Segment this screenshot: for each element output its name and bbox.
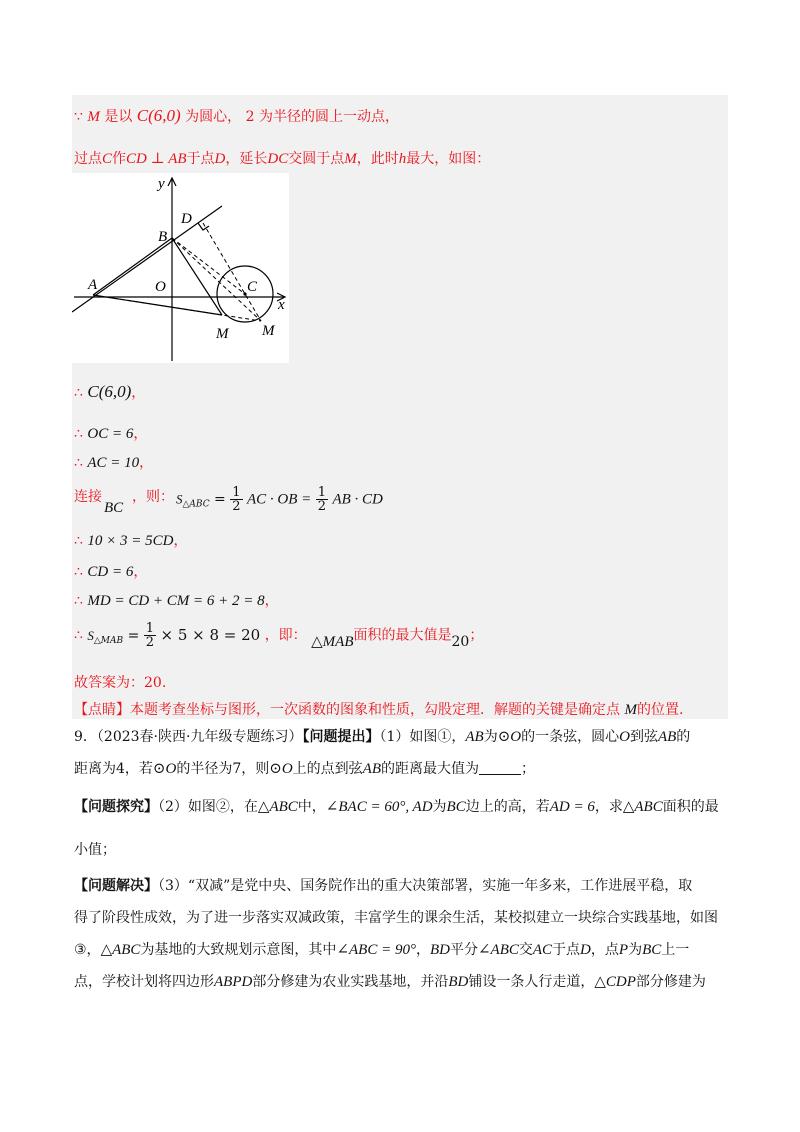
label-m2: M [262, 323, 275, 339]
step-expr: CD = 6 [87, 564, 134, 580]
text: 最大，如图： [406, 151, 491, 167]
step-expr: MD = CD + CM = 6 + 2 = 8 [87, 593, 265, 609]
numerator: 1 [232, 485, 241, 500]
problem-9-line-3 [74, 797, 726, 817]
angle-abc: ∠ABC [477, 942, 519, 958]
triangle-mab: △MAB [311, 633, 354, 650]
figure-svg [72, 173, 289, 363]
geometry-figure [72, 173, 289, 363]
triangle-abc: △ABC [622, 799, 663, 815]
text: 部分修建为 [635, 974, 706, 990]
step-expr: AC = 10 [87, 455, 140, 471]
var-ac: AC [532, 942, 553, 958]
triangle-cdp: △CDP [594, 974, 636, 990]
denominator: 2 [317, 499, 326, 514]
text: 交圆于点 [288, 151, 345, 167]
text: 的距离最大值为 [380, 761, 479, 777]
condition: ∠BAC = 60°, AD [325, 799, 433, 815]
label-o: O [155, 279, 166, 295]
text: 为 [483, 729, 498, 745]
step-3 [74, 452, 153, 472]
numerator: 1 [145, 621, 155, 636]
text: 连接 [74, 489, 102, 505]
text: 面积的最大值是 [353, 627, 452, 644]
text: 上一 [661, 942, 690, 958]
var-m: M [87, 109, 100, 125]
var-m: M [344, 151, 357, 167]
subscript: △ABC [182, 499, 210, 510]
text: 作 [112, 151, 127, 167]
label-c: C [247, 279, 258, 295]
equals: = [127, 627, 140, 644]
point-c: C(6,0) [136, 106, 181, 125]
text: 为半径的圆上一动点， [258, 109, 399, 125]
text: 的一条弦，圆心 [521, 729, 620, 745]
problem-9-line-6: 得了阶段性成效，为了进一步落实双减政策，丰富学生的课余生活，某校拟建立一块综合实践基地，如图 [74, 910, 718, 926]
circle-o: ⊙O [152, 761, 177, 777]
numerator: 1 [317, 485, 326, 500]
text: 上的点到弦 [292, 761, 363, 777]
text: 的半径为7，则 [176, 761, 270, 777]
fraction-half [316, 486, 328, 513]
text: 为 [432, 799, 447, 815]
circle-o: ⊙O [269, 761, 293, 777]
condition: AD = 6 [549, 799, 595, 815]
text: 到弦 [629, 729, 658, 745]
problem-9-line-5 [74, 876, 726, 896]
var-bc: BC [642, 942, 662, 958]
var-dc: DC [267, 151, 289, 167]
text: ，此时 [356, 151, 399, 167]
label-m1: M [216, 326, 229, 342]
text: 于点 [552, 942, 581, 958]
therefore-symbol: ∴ [74, 593, 83, 609]
text: ， [264, 593, 279, 609]
text: 边上的高，若 [465, 799, 550, 815]
problem-number: 9． [74, 729, 97, 745]
text: 铺设一条人行走道， [468, 974, 595, 990]
text: 平分 [449, 942, 478, 958]
step-7 [74, 590, 279, 610]
label-b: B [158, 229, 168, 245]
max-value: 20 [451, 633, 470, 650]
step-5 [74, 530, 187, 550]
text: 为 [628, 942, 643, 958]
var-bc: BC [446, 799, 466, 815]
text: ， [131, 385, 146, 401]
comment-line [74, 699, 683, 719]
step-expr: 10 × 3 = 5CD [87, 533, 174, 549]
var-d: D [580, 942, 591, 958]
step-4 [74, 485, 383, 526]
circle-o: ⊙O [497, 729, 522, 745]
answer-blank [479, 760, 521, 775]
step-expr: C(6,0) [87, 382, 132, 401]
fraction-half [230, 486, 242, 513]
problem-9-line-8 [74, 972, 726, 992]
text: 部分修建为农业实践基地，并沿 [252, 974, 449, 990]
var-bc: BC [104, 500, 124, 516]
text: 过点 [74, 151, 102, 167]
fraction-half [144, 622, 156, 649]
text: 是以 [104, 109, 133, 125]
comment-label: 【点睛】 [74, 702, 130, 718]
var-bd: BD [429, 942, 450, 958]
text: ，延长 [225, 151, 268, 167]
step-expr: OC = 6 [87, 426, 134, 442]
var-ab: AB [657, 729, 677, 745]
section-tag: 【问题解决】 [74, 878, 158, 894]
text: 距离为4，若 [74, 761, 153, 777]
text: 点，学校计划将四边形 [74, 974, 214, 990]
text: ， [139, 455, 154, 471]
therefore-symbol: ∴ [74, 385, 83, 401]
text: ，则： [132, 489, 174, 505]
step-2 [74, 423, 147, 443]
solution-line-2 [74, 148, 490, 168]
label-a: A [88, 277, 98, 293]
text: （3）“双减”是党中央、国务院作出的重大决策部署，实施一年多来，工作进展平稳，取 [158, 878, 693, 894]
perp-expr: CD ⊥ AB [126, 151, 187, 167]
step-8 [74, 622, 483, 649]
problem-9-line-2 [74, 759, 726, 779]
text: ③， [74, 942, 101, 958]
var-o: O [619, 729, 630, 745]
text: 的位置. [636, 702, 684, 718]
section-tag: 【问题提出】 [302, 729, 380, 745]
var-m: M [624, 702, 637, 718]
text: 于点 [186, 151, 215, 167]
denominator: 2 [232, 499, 241, 514]
var-s: S [176, 491, 183, 507]
segment-bc [172, 238, 245, 294]
therefore-symbol: ∴ [74, 533, 83, 549]
text: ； [469, 627, 484, 644]
radius-value: 2 [245, 109, 255, 125]
expr: AB · CD [332, 491, 383, 508]
text: ； [520, 761, 535, 777]
equals: = [214, 491, 226, 508]
triangle-abc: △ABC [257, 799, 298, 815]
label-y: y [158, 176, 165, 192]
var-p: P [618, 942, 629, 958]
text: （2）如图②，在 [158, 799, 258, 815]
denominator: 2 [145, 635, 155, 650]
solution-line-1 [74, 106, 399, 126]
text: 交 [518, 942, 533, 958]
answer-line: 故答案为：20. [74, 675, 167, 691]
therefore-symbol: ∴ [74, 564, 83, 580]
var-h: h [398, 151, 407, 167]
var-ab: AB [362, 761, 381, 777]
problem-9-line-7 [74, 940, 726, 960]
text: 为圆心， [185, 109, 242, 125]
label-d: D [181, 211, 192, 227]
comment-text: 本题考查坐标与图形，一次函数的图象和性质，勾股定理．解题的关键是确定点 [130, 702, 620, 718]
quad-abpd: ABPD [214, 974, 253, 990]
problem-9-line-1 [74, 727, 726, 747]
text: ，即： [264, 627, 307, 644]
text: ， [173, 533, 188, 549]
var-s: S [87, 627, 94, 643]
segment-bm [172, 238, 222, 315]
therefore-symbol: ∴ [74, 627, 83, 644]
text: ， [133, 426, 148, 442]
text: ， [133, 564, 148, 580]
text: 面积的最 [662, 799, 719, 815]
var-c: C [102, 151, 113, 167]
triangle-abc: △ABC [100, 942, 141, 958]
problem-9-line-4: 小值； [74, 842, 116, 858]
text: 的 [676, 729, 691, 745]
step-6 [74, 561, 147, 581]
text: ， [415, 942, 430, 958]
angle-abc: ∠ABC = 90° [336, 942, 416, 958]
because-symbol: ∵ [74, 109, 83, 125]
text: ，点 [590, 942, 619, 958]
step-1 [74, 382, 145, 402]
var-bd: BD [448, 974, 469, 990]
text: （1）如图①， [379, 729, 466, 745]
var-d: D [214, 151, 226, 167]
text: 中， [297, 799, 326, 815]
text: 为基地的大致规划示意图，其中 [140, 942, 337, 958]
section-tag: 【问题探究】 [74, 799, 158, 815]
segment-dm [203, 223, 261, 321]
label-x: x [278, 297, 285, 313]
therefore-symbol: ∴ [74, 426, 83, 442]
text: ，求 [594, 799, 623, 815]
expr: × 5 × 8 = 20 [160, 625, 261, 644]
therefore-symbol: ∴ [74, 455, 83, 471]
var-ab: AB [465, 729, 484, 745]
problem-source: （2023春·陕西·九年级专题练习） [96, 729, 303, 745]
expr: AC · OB = [246, 491, 312, 508]
subscript: △MAB [93, 635, 124, 646]
line-ab [72, 206, 222, 312]
